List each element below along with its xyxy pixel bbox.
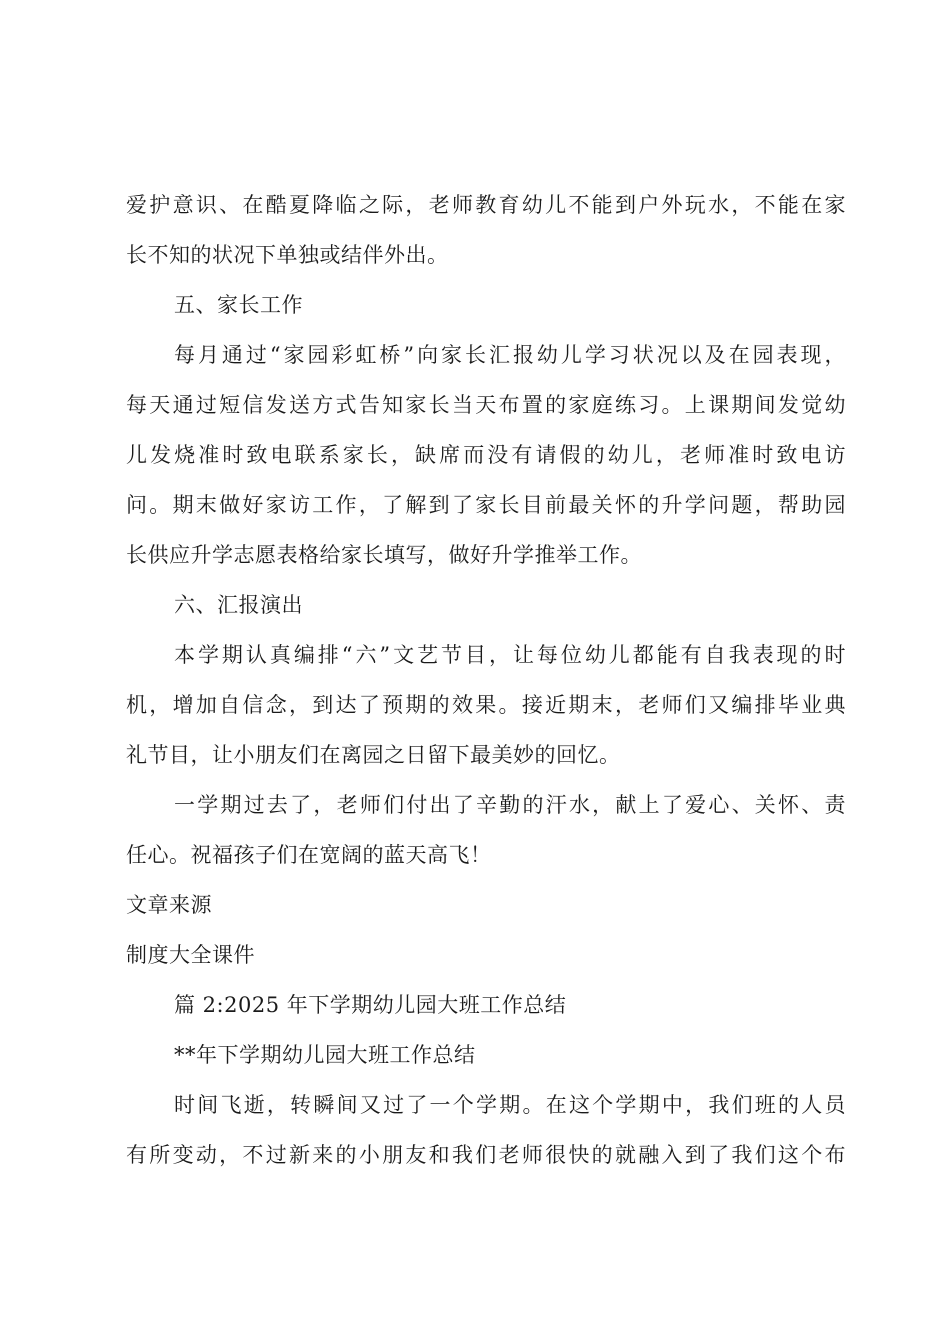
body-text-line: 儿发烧准时致电联系家长，缺席而没有请假的幼儿，老师准时致电访 xyxy=(126,443,846,467)
body-text-line: 一学期过去了，老师们付出了辛勤的汗水，献上了爱心、关怀、责 xyxy=(174,793,846,817)
body-text-line: 时间飞逝，转瞬间又过了一个学期。在这个学期中，我们班的人员 xyxy=(174,1093,846,1117)
body-text-line: 任心。祝福孩子们在宽阔的蓝天高飞！ xyxy=(126,843,492,867)
article-subtitle: **年下学期幼儿园大班工作总结 xyxy=(174,1043,476,1067)
body-text-line: 爱护意识、在酷夏降临之际，老师教育幼儿不能到户外玩水，不能在家 xyxy=(126,193,846,217)
section-heading: 六、汇报演出 xyxy=(174,593,303,617)
source-name: 制度大全课件 xyxy=(126,943,255,967)
body-text-line: 每月通过“家园彩虹桥”向家长汇报幼儿学习状况以及在园表现， xyxy=(174,343,846,367)
section-heading: 五、家长工作 xyxy=(174,293,303,317)
body-text-line: 长不知的状况下单独或结伴外出。 xyxy=(126,243,449,267)
body-text-line: 问。期末做好家访工作，了解到了家长目前最关怀的升学问题，帮助园 xyxy=(126,493,846,517)
body-text-line: 每天通过短信发送方式告知家长当天布置的家庭练习。上课期间发觉幼 xyxy=(126,393,846,417)
source-label: 文章来源 xyxy=(126,893,212,917)
article-title: 篇 2:2025 年下学期幼儿园大班工作总结 xyxy=(174,993,567,1017)
body-text-line: 礼节目，让小朋友们在离园之日留下最美妙的回忆。 xyxy=(126,743,621,767)
body-text-line: 有所变动，不过新来的小朋友和我们老师很快的就融入到了我们这个布 xyxy=(126,1143,846,1167)
body-text-line: 长供应升学志愿表格给家长填写，做好升学推举工作。 xyxy=(126,543,642,567)
body-text-line: 本学期认真编排“六”文艺节目，让每位幼儿都能有自我表现的时 xyxy=(174,643,846,667)
body-text-line: 机，增加自信念，到达了预期的效果。接近期末，老师们又编排毕业典 xyxy=(126,693,846,717)
